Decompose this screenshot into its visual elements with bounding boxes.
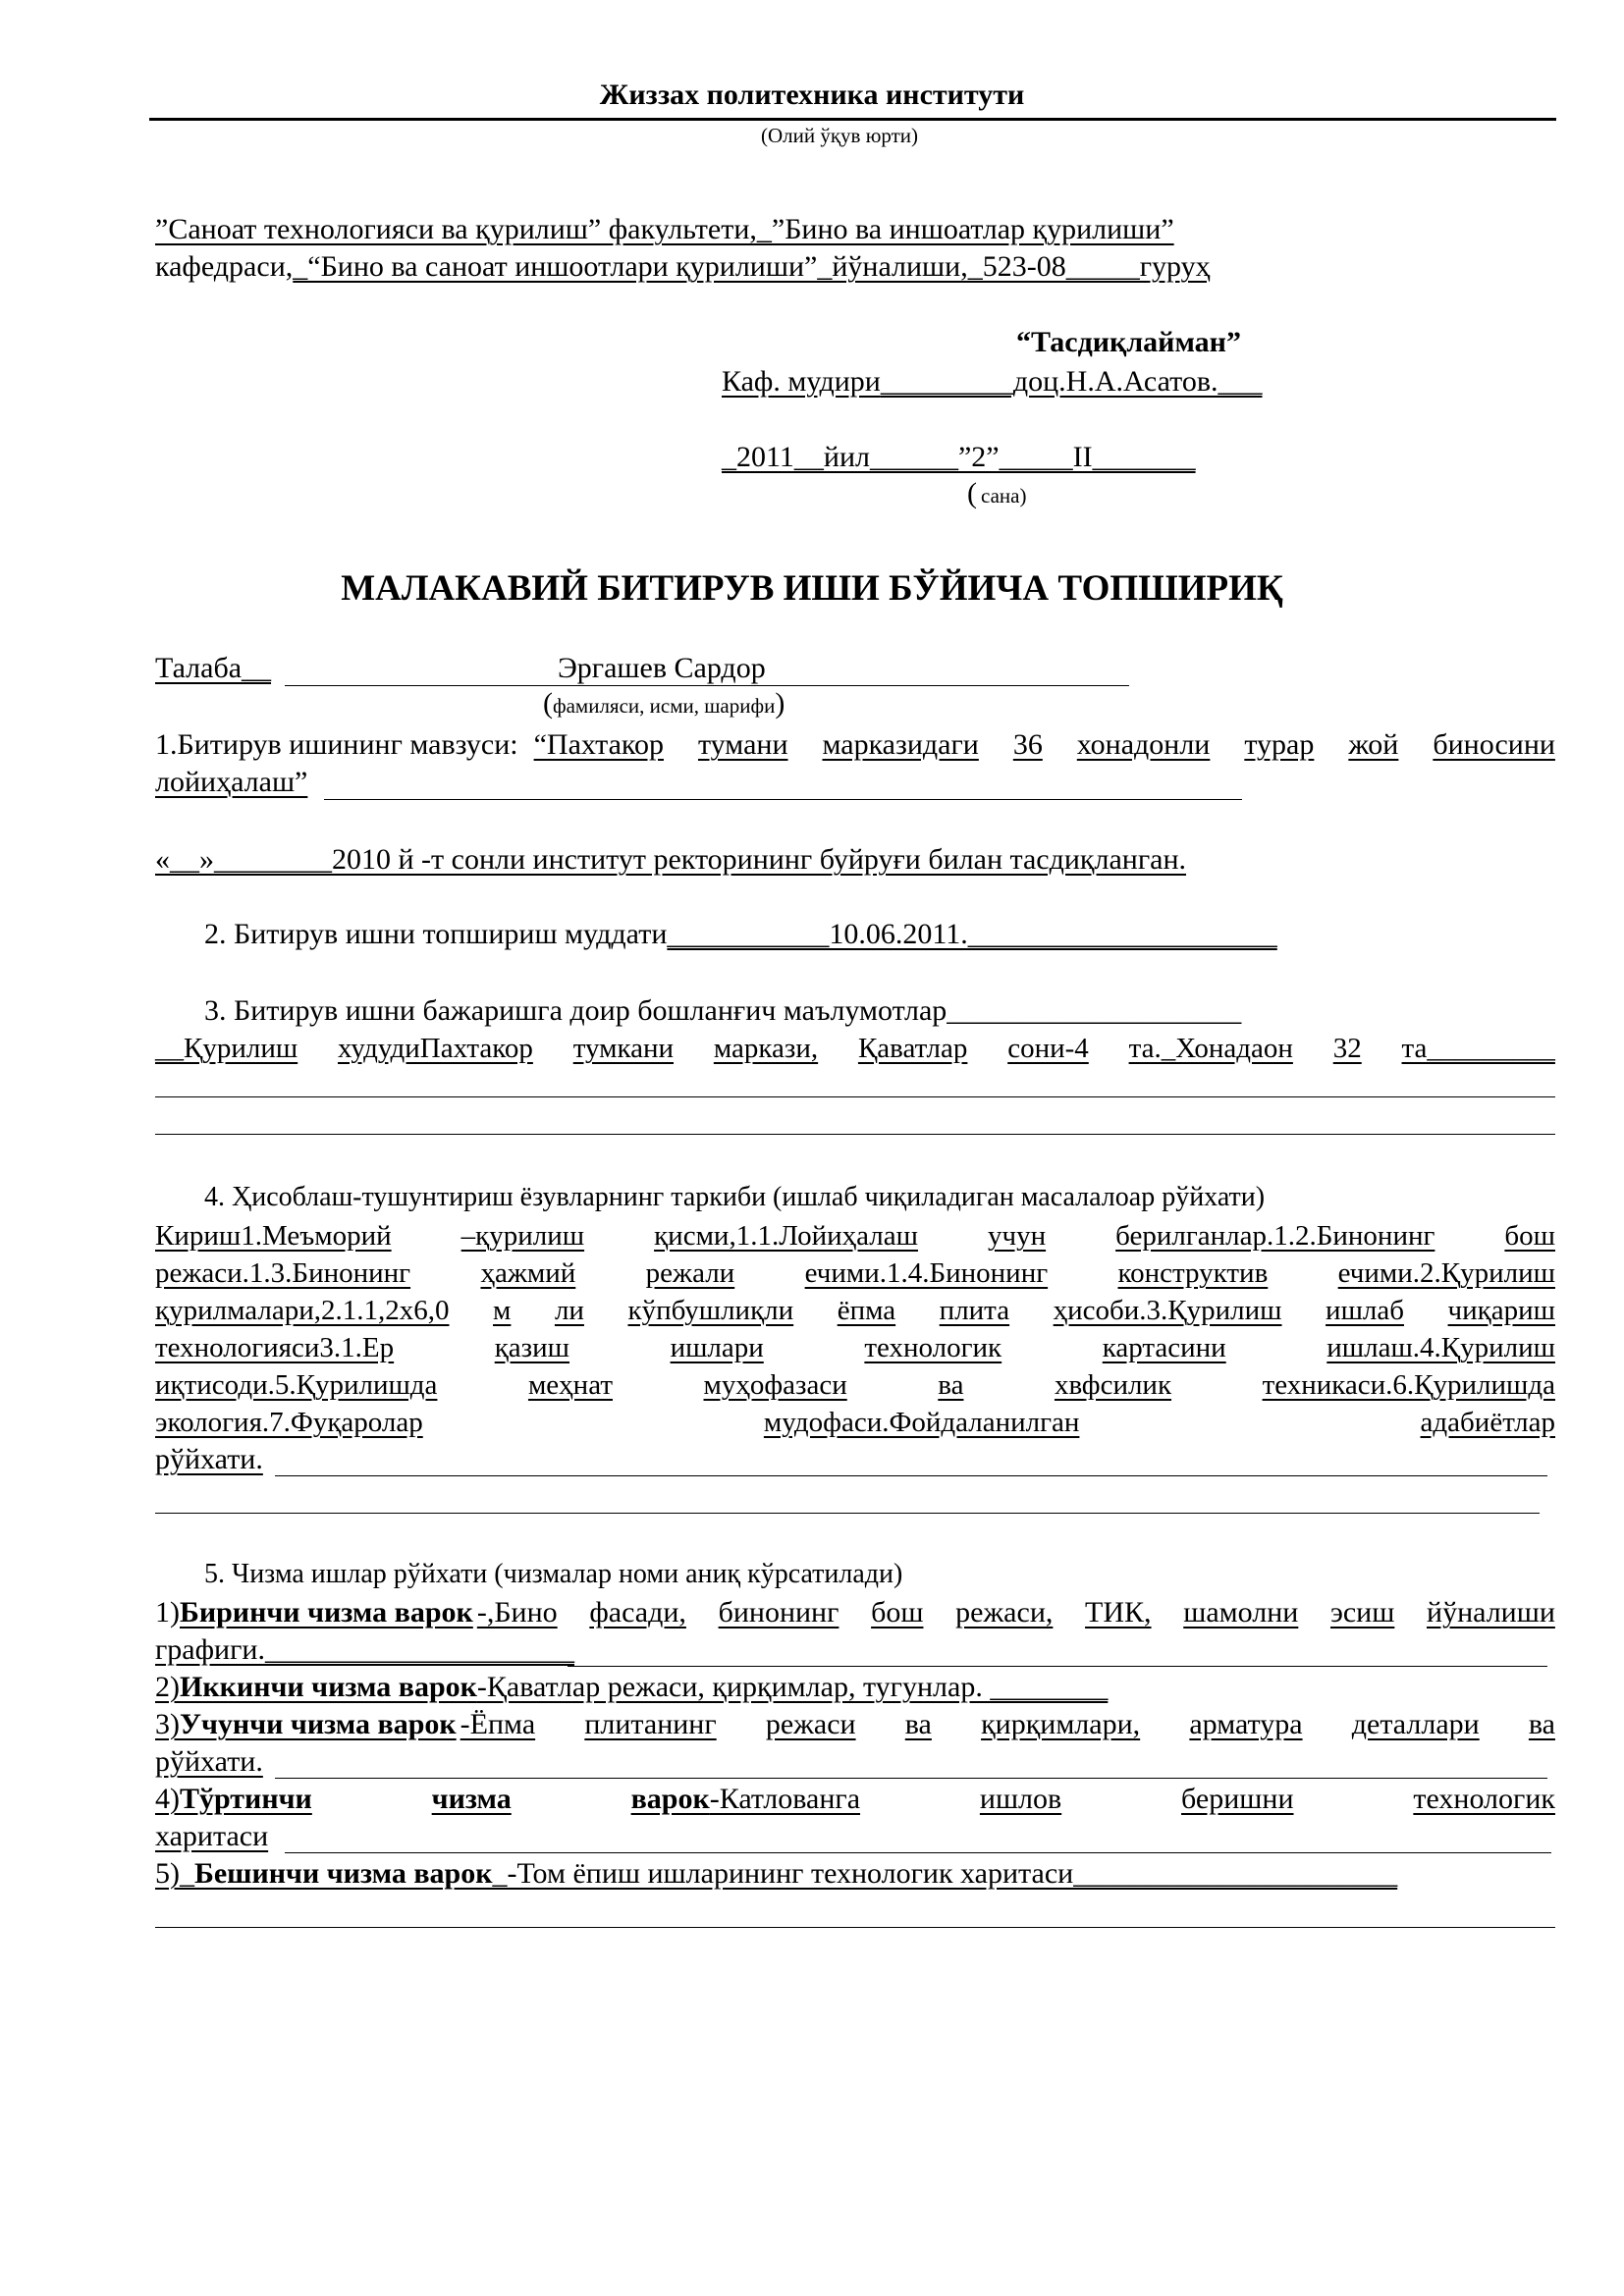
order-line: «__»________2010 й -т сонли институт ректорининг буйруғи билан тасдиқланган.: [155, 843, 1187, 876]
student-caption: [543, 687, 785, 721]
date-caption-text: сана): [981, 484, 1027, 507]
initial-data-suffix: ____: [1182, 994, 1242, 1027]
sheet-1-blank: [568, 1666, 1547, 1667]
sheet-4-continued: харитаси: [155, 1820, 269, 1852]
sheet-5-description: _-Том ёпиш ишларининг технологик харитаси______________________: [492, 1857, 1398, 1890]
drawings-label: 5. Чизма ишлар рўйхати (чизмалар номи аниқ кўрсатилади): [204, 1559, 903, 1589]
approval-title: “Тасдиқлайман”: [1016, 326, 1241, 358]
document-title: МАЛАКАВИЙ БИТИРУВ ИШИ БЎЙИЧА ТОПШИРИҚ: [341, 568, 1283, 609]
calculation-notes-row-6: экология.7.Фуқаролар мудофаси.Фойдаланилган адабиётлар: [155, 1407, 1555, 1438]
institute-caption: (Олий ўқув юрти): [760, 124, 919, 147]
calculation-notes-row-2: режаси.1.3.Бинонинг ҳажмий режали ечими.1.4.Бинонинг конструктив ечими.2.Қурилиш: [155, 1257, 1555, 1289]
thesis-topic-label: 1.Битирув ишининг мавзуси:: [155, 728, 518, 761]
thesis-topic-continued: лойиҳалаш”: [155, 766, 308, 798]
calculation-notes-row-3: қурилмалари,2.1.1,2х6,0 м ли кўпбушлиқли ёпма плита ҳисоби.3.Қурилиш ишлаб чиқариш: [155, 1295, 1555, 1326]
calculation-notes-last: рўйхати.: [155, 1443, 263, 1475]
sheet-5-blank: [155, 1927, 1555, 1928]
faculty-line-2: [155, 248, 1211, 286]
student-paren-open: (: [543, 687, 553, 720]
deadline-value: ___________10.06.2011._____________________: [667, 918, 1277, 950]
student-paren-close: ): [775, 687, 785, 720]
student-caption-text: фамиляси, исми, шарифи: [553, 694, 776, 718]
header-rule: [149, 118, 1556, 121]
drawing-sheet-3: 3) Учунчи чизма варок -Ёпма плитанинг режаси ва қирқимлари, арматура деталлари ва: [155, 1706, 1555, 1743]
calculation-notes-row-1: Кириш1.Меъморий –қурилиш қисми,1.1.Лойиҳалаш учун берилганлар.1.2.Бинонинг бош: [155, 1220, 1555, 1252]
approval-date: _2011__йил______”2”_____II_______: [722, 441, 1196, 473]
deadline-row: [204, 916, 1277, 953]
drawing-sheet-2: 2)Иккинчи чизма варок-Қаватлар режаси, қирқимлар, тугунлар. ________: [155, 1671, 1109, 1703]
head-of-department: [722, 363, 1263, 400]
institute-name: Жиззах политехника институти: [599, 79, 1025, 111]
sheet-3-description: -Ёпма плитанинг режаси ва қирқимлари, арматура деталлари ва: [460, 1708, 1555, 1740]
calculation-notes-row-4: технологияси3.1.Ер қазиш ишлари технологик картасини ишлаш.4.Қурилиш: [155, 1332, 1555, 1363]
thesis-topic-row: [155, 726, 1555, 764]
sheet-1-description: -,Бино фасади, бинонинг бош режаси, ТИК, шамолни эсиш йўналиши: [476, 1596, 1555, 1629]
sheet-1-continued: графиги._____________________: [155, 1633, 574, 1666]
initial-data-label: 3. Битирув ишни бажаришга доир бошланғич маълумотлар________________: [204, 994, 1183, 1027]
sheet-4-blank: [285, 1852, 1551, 1853]
student-name: Эргашев Сардор: [558, 652, 766, 684]
drawing-sheet-4: 4)Тўртинчи чизма варок-Катлованга ишлов беришни технологик: [155, 1781, 1555, 1818]
initial-data-text: __Қурилиш худудиПахтакор тумкани маркази, Қаватлар сони-4 та._Хонадаон 32 та_________: [155, 1033, 1555, 1064]
initial-data-row: [204, 992, 1241, 1030]
sheet-3-title: Учунчи чизма варок: [180, 1708, 457, 1740]
thesis-topic-blank: [324, 799, 1242, 800]
initial-data-blank-1: [155, 1096, 1555, 1097]
date-paren: (: [967, 477, 977, 509]
sheet-2-title: Иккинчи чизма варок: [180, 1671, 477, 1703]
calculation-notes-label: 4. Ҳисоблаш-тушунтириш ёзувларнинг таркиби (ишлаб чиқиладиган масалалоар рўйхати): [204, 1182, 1266, 1212]
sheet-4-title-end: варок-Катлованга: [630, 1783, 861, 1815]
calculation-notes-blank-1: [275, 1475, 1547, 1476]
department-text: _“Бино ва саноат иншоотлари қурилиши”_йўналиши,_523-08_____гуруҳ: [293, 250, 1211, 283]
student-label: Талаба__: [155, 652, 272, 684]
department-label: кафедраси,: [155, 250, 294, 283]
faculty-line-1: ”Саноат технологияси ва қурилиш” факультети,_”Бино ва иншоатлар қурилиши”: [155, 213, 1174, 245]
sheet-1-title: Биринчи чизма варок: [180, 1596, 473, 1629]
sheet-3-continued: рўйхати.: [155, 1745, 263, 1778]
drawing-sheet-1: 1) Биринчи чизма варок -,Бино фасади, бинонинг бош режаси, ТИК, шамолни эсиш йўналиши: [155, 1594, 1555, 1631]
sheet-5-title: Бешинчи чизма варок: [194, 1857, 493, 1890]
date-caption: [967, 477, 1026, 510]
sheet-2-description: -Қаватлар режаси, қирқимлар, тугунлар. ________: [476, 1671, 1109, 1703]
head-label: Каф. мудири: [722, 365, 881, 398]
drawing-sheet-5: 5)_Бешинчи чизма варок_-Том ёпиш ишларининг технологик харитаси______________________: [155, 1857, 1398, 1890]
calculation-notes-row-5: иқтисоди.5.Қурилишда меҳнат муҳофазаси ва хвфсилик техникаси.6.Қурилишда: [155, 1369, 1555, 1401]
student-line: [155, 650, 271, 687]
initial-data-blank-2: [155, 1134, 1555, 1135]
deadline-label: 2. Битирув ишни топшириш муддати: [204, 918, 668, 950]
sheet-3-blank: [275, 1778, 1547, 1779]
calculation-notes-blank-2: [155, 1513, 1540, 1514]
thesis-topic-text: “Пахтакор тумани марказидаги 36 хонадонли турар жой биносини: [533, 728, 1555, 761]
head-name: _________доц.Н.А.Асатов.___: [880, 365, 1263, 398]
